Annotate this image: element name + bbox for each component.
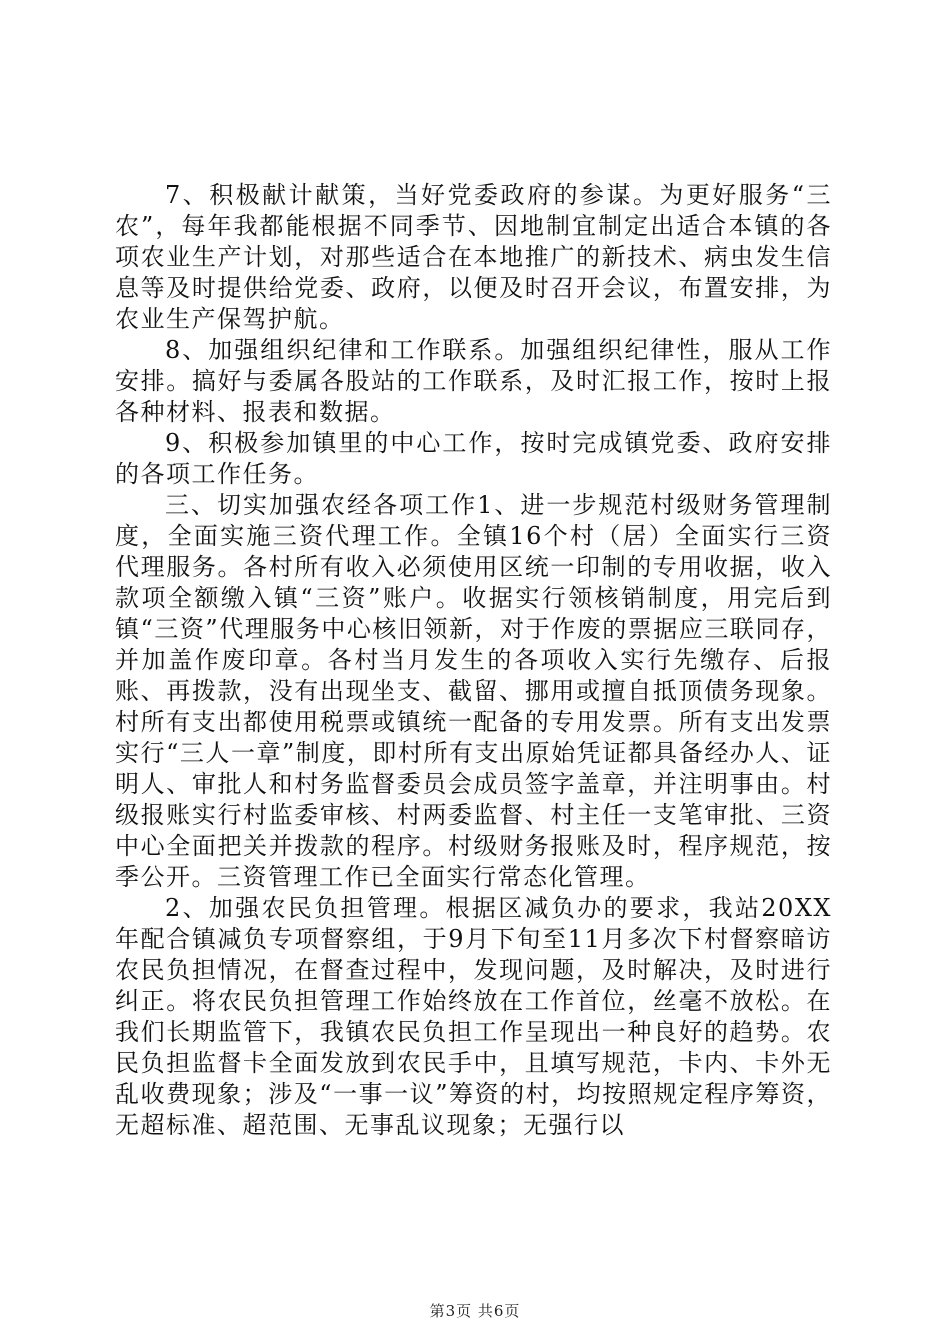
paragraph-section-3: 三、切实加强农经各项工作1、进一步规范村级财务管理制度，全面实施三资代理工作。全镇16个村（居）全面实行三资代理服务。各村所有收入必须使用区统一印制的专用收据，收入款项全额缴入镇“三资”账户。收据实行领核销制度，用完后到镇“三资”代理服务中心核旧领新，对于作废的票据应三联同存，并加盖作废印章。各村当月发生的各项收入实行先缴存、后报账、再拨款，没有出现坐支、截留、挪用或擅自抵顶债务现象。村所有支出都使用税票或镇统一配备的专用发票。所有支出发票实行“三人一章”制度，即村所有支出原始凭证都具备经办人、证明人、审批人和村务监督委员会成员签字盖章，并注明事由。村级报账实行村监委审核、村两委监督、村主任一支笔审批、三资中心全面把关并拨款的程序。村级财务报账及时，程序规范，按季公开。三资管理工作已全面实行常态化管理。: [115, 491, 832, 891]
paragraph-7: 7、积极献计献策，当好党委政府的参谋。为更好服务“三农”，每年我都能根据不同季节、因地制宜制定出适合本镇的各项农业生产计划，对那些适合在本地推广的新技术、病虫发生信息等及时提供给党委、政府，以便及时召开会议，布置安排，为农业生产保驾护航。: [115, 181, 832, 333]
paragraph-9: 9、积极参加镇里的中心工作，按时完成镇党委、政府安排的各项工作任务。: [115, 429, 832, 488]
paragraph-farmer-burden: 2、加强农民负担管理。根据区减负办的要求，我站20XX年配合镇减负专项督察组，于9月下旬至11月多次下村督察暗访农民负担情况，在督查过程中，发现问题，及时解决，及时进行纠正。将农民负担管理工作始终放在工作首位，丝毫不放松。在我们长期监管下，我镇农民负担工作呈现出一种良好的趋势。农民负担监督卡全面发放到农民手中，且填写规范，卡内、卡外无乱收费现象；涉及“一事一议”筹资的村，均按照规定程序筹资，无超标准、超范围、无事乱议现象；无强行以: [115, 894, 832, 1139]
page-number-footer: 第3页 共6页: [429, 1302, 521, 1320]
document-body: [115, 180, 832, 1141]
paragraph-8: 8、加强组织纪律和工作联系。加强组织纪律性，服从工作安排。搞好与委属各股站的工作联系，及时汇报工作，按时上报各种材料、报表和数据。: [115, 336, 832, 426]
